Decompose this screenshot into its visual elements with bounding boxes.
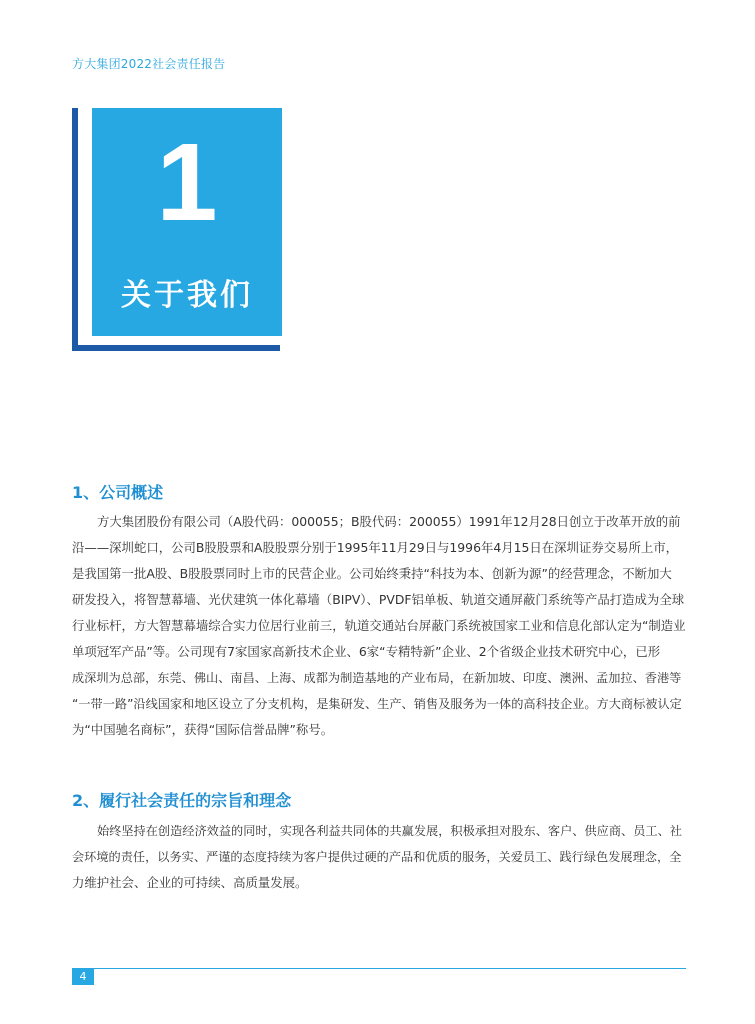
paragraph-line: 沿——深圳蛇口，公司B股股票和A股股票分别于1995年11月29日与1996年4月15日在深圳证券交易所上市， bbox=[72, 540, 679, 555]
footer-rule bbox=[72, 968, 686, 969]
chapter-banner-box bbox=[92, 108, 282, 336]
paragraph-line: 成深圳为总部，东莞、佛山、南昌、上海、成都为制造基地的产业布局，在新加坡、印度、澳洲、孟加拉、香港等 bbox=[72, 671, 682, 685]
paragraph-line: 力维护社会、企业的可持续、高质量发展。 bbox=[72, 875, 308, 890]
paragraph-line: 始终坚持在创造经济效益的同时，实现各利益共同体的共赢发展，积极承担对股东、客户、供应商、员工、社 bbox=[97, 824, 682, 838]
paragraph-line: 方大集团股份有限公司（A股代码：000055；B股代码：200055）1991年12月28日创立于改革开放的前 bbox=[97, 514, 681, 529]
chapter-banner bbox=[72, 108, 282, 353]
paragraph-line: 是我国第一批A股、B股股票同时上市的民营企业。公司始终秉持“科技为本、创新为源”的经营理念，不断加大 bbox=[72, 566, 672, 581]
paragraph-line: 为“中国驰名商标”，获得“国际信誉品牌”称号。 bbox=[72, 722, 334, 737]
running-header: 方大集团2022社会责任报告 bbox=[72, 57, 226, 71]
paragraph-line: 单项冠军产品”等。公司现有7家国家高新技术企业、6家“专精特新”企业、2个省级企业技术研究中心，已形 bbox=[72, 644, 661, 659]
chapter-number: 1 bbox=[156, 121, 218, 244]
page-number: 4 bbox=[72, 969, 94, 985]
paragraph-line: 研发投入，将智慧幕墙、光伏建筑一体化幕墙（BIPV）、PVDF铝单板、轨道交通屏蔽门系统等产品打造成为全球 bbox=[72, 592, 685, 607]
section-heading-csr-philosophy: 2、履行社会责任的宗旨和理念 bbox=[72, 791, 292, 810]
paragraph-line: 会环境的责任，以务实、严谨的态度持续为客户提供过硬的产品和优质的服务，关爱员工、践行绿色发展理念，全 bbox=[72, 850, 682, 864]
csr-philosophy-paragraph bbox=[72, 818, 686, 896]
chapter-title: 关于我们 bbox=[121, 278, 253, 313]
paragraph-line: “一带一路”沿线国家和地区设立了分支机构，是集研发、生产、销售及服务为一体的高科技企业。方大商标被认定 bbox=[72, 697, 682, 711]
company-overview-paragraph bbox=[72, 509, 686, 743]
section-heading-company-overview: 1、公司概述 bbox=[72, 483, 164, 502]
paragraph-line: 行业标杆，方大智慧幕墙综合实力位居行业前三，轨道交通站台屏蔽门系统被国家工业和信息化部认定为“制造业 bbox=[72, 618, 686, 633]
